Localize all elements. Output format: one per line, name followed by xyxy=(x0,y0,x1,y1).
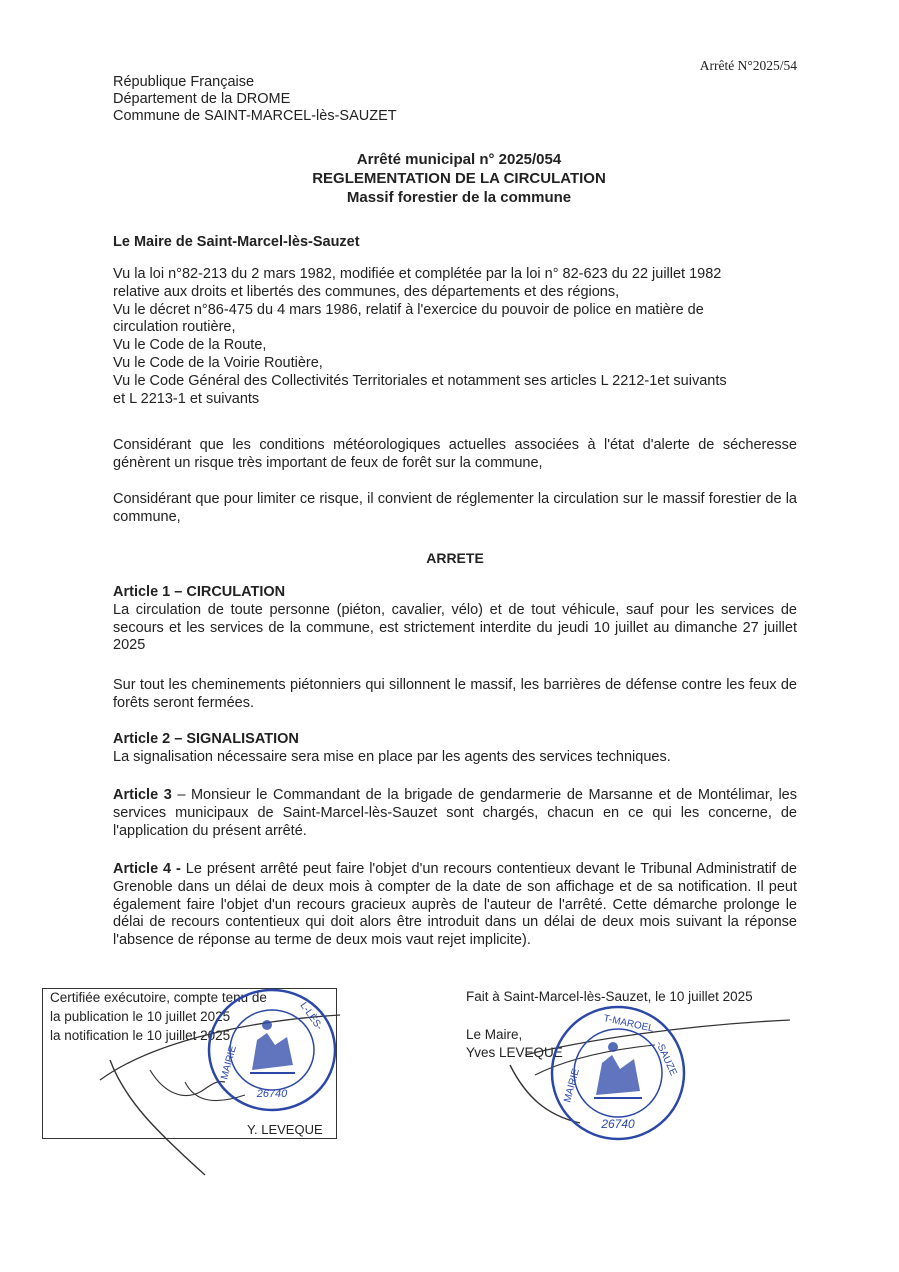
visa-line: Vu la loi n°82-213 du 2 mars 1982, modifiée et complétée par la loi n° 82-623 du 22 juillet 1982 xyxy=(113,266,722,282)
article-1-text: La circulation de toute personne (piéton, cavalier, vélo) et de tout véhicule, sauf pour les services de secours et les services de la commune, est strictement interdite du jeudi 10 juillet au dimanche 27 juillet 2025 xyxy=(113,601,797,654)
article-2 xyxy=(113,731,797,767)
article-2-title: Article 2 – SIGNALISATION xyxy=(113,731,299,747)
header-country: République Française xyxy=(113,74,255,90)
considerant-2: Considérant que pour limiter ce risque, il convient de réglementer la circulation sur le massif forestier de la commune, xyxy=(113,491,797,525)
article-1-para2: Sur tout les cheminements piétonniers qui sillonnent le massif, les barrières de défense contre les feux de forêts seront fermées. xyxy=(113,677,797,711)
header-commune: Commune de SAINT-MARCEL-lès-SAUZET xyxy=(113,108,397,124)
title-subject: REGLEMENTATION DE LA CIRCULATION xyxy=(312,170,606,187)
document-title xyxy=(0,150,899,207)
article-2-text: La signalisation nécessaire sera mise en place par les agents des services techniques. xyxy=(113,748,671,765)
issuer-header xyxy=(113,74,397,125)
article-3 xyxy=(113,787,797,840)
visa-line: Vu le Code de la Voirie Routière, xyxy=(113,354,323,371)
seal-postcode-right: 26740 xyxy=(601,1117,635,1131)
visa-line: Vu le Code Général des Collectivités Territoriales et notamment ses articles L 2212-1et suivants xyxy=(113,372,727,389)
header-department: Département de la DROME xyxy=(113,91,291,107)
done-at-line: Fait à Saint-Marcel-lès-Sauzet, le 10 juillet 2025 xyxy=(466,989,753,1004)
svg-text:-SAUZE: -SAUZE xyxy=(653,1039,679,1078)
certification-line-1: Certifiée exécutoire, compte tenu de xyxy=(50,990,267,1005)
visa-line: Vu le Code de la Route, xyxy=(113,337,267,354)
svg-text:MAIRIE: MAIRIE xyxy=(219,1044,239,1081)
seal-postcode-left: 26740 xyxy=(256,1088,288,1100)
visa-line: et L 2213-1 et suivants xyxy=(113,390,260,407)
document-reference: Arrêté N°2025/54 xyxy=(699,58,797,73)
article-4 xyxy=(113,861,797,950)
visa-line: Vu le décret n°86-475 du 4 mars 1986, relatif à l'exercice du pouvoir de police en matière de xyxy=(113,301,704,318)
visas-block xyxy=(113,266,797,408)
considerant-1: Considérant que les conditions météorologiques actuelles associées à l'état d'alerte de sécheresse génèrent un risque très important de feux de forêt sur la commune, xyxy=(113,437,797,471)
svg-text:MAIRIE: MAIRIE xyxy=(562,1067,582,1104)
title-scope: Massif forestier de la commune xyxy=(346,189,572,206)
certification-line-3: la notification le 10 juillet 2025 xyxy=(50,1028,231,1043)
certification-signatory: Y. LEVEQUE xyxy=(247,1122,323,1137)
article-3-text: – Monsieur le Commandant de la brigade de gendarmerie de Marsanne et de Montélimar, les services municipaux de Saint-Marcel-lès-Sauzet sont chargés, chacun en ce qui les concerne, de l'application du présent arrêté. xyxy=(113,787,797,839)
mayor-heading: Le Maire de Saint-Marcel-lès-Sauzet xyxy=(113,234,360,250)
article-1-title: Article 1 – CIRCULATION xyxy=(113,584,286,600)
article-3-label: Article 3 xyxy=(113,787,172,803)
svg-text:T-MAROEL: T-MAROEL xyxy=(602,1013,655,1035)
article-4-label: Article 4 - xyxy=(113,861,181,877)
arrete-heading: ARRETE xyxy=(426,550,484,566)
signature-role: Le Maire, xyxy=(466,1027,523,1042)
article-4-text: Le présent arrêté peut faire l'objet d'un recours contentieux devant le Tribunal Administratif de Grenoble dans un délai de deux mois à compter de la date de son affichage et de sa notification. Il peut également faire l'objet d'un recours gracieux auprès de l'auteur de l'arrêté. Cette démarche prolonge le délai de recours contentieux qui doit alors être introduit dans un délai de deux mois suivant la réponse l'absence de réponse au terme de deux mois vaut rejet implicite). xyxy=(113,861,797,949)
signature-name: Yves LEVEQUE xyxy=(466,1045,563,1060)
certification-line-2: la publication le 10 juillet 2025 xyxy=(50,1009,231,1024)
visa-line: relative aux droits et libertés des communes, des départements et des régions, xyxy=(113,283,620,300)
article-1 xyxy=(113,584,797,655)
municipal-seal-right xyxy=(548,1003,688,1143)
municipal-seal-left xyxy=(205,985,340,1115)
title-number: Arrêté municipal n° 2025/054 xyxy=(356,151,562,168)
svg-text:L-LÈS-: L-LÈS- xyxy=(297,1000,325,1033)
visa-line: circulation routière, xyxy=(113,319,236,336)
